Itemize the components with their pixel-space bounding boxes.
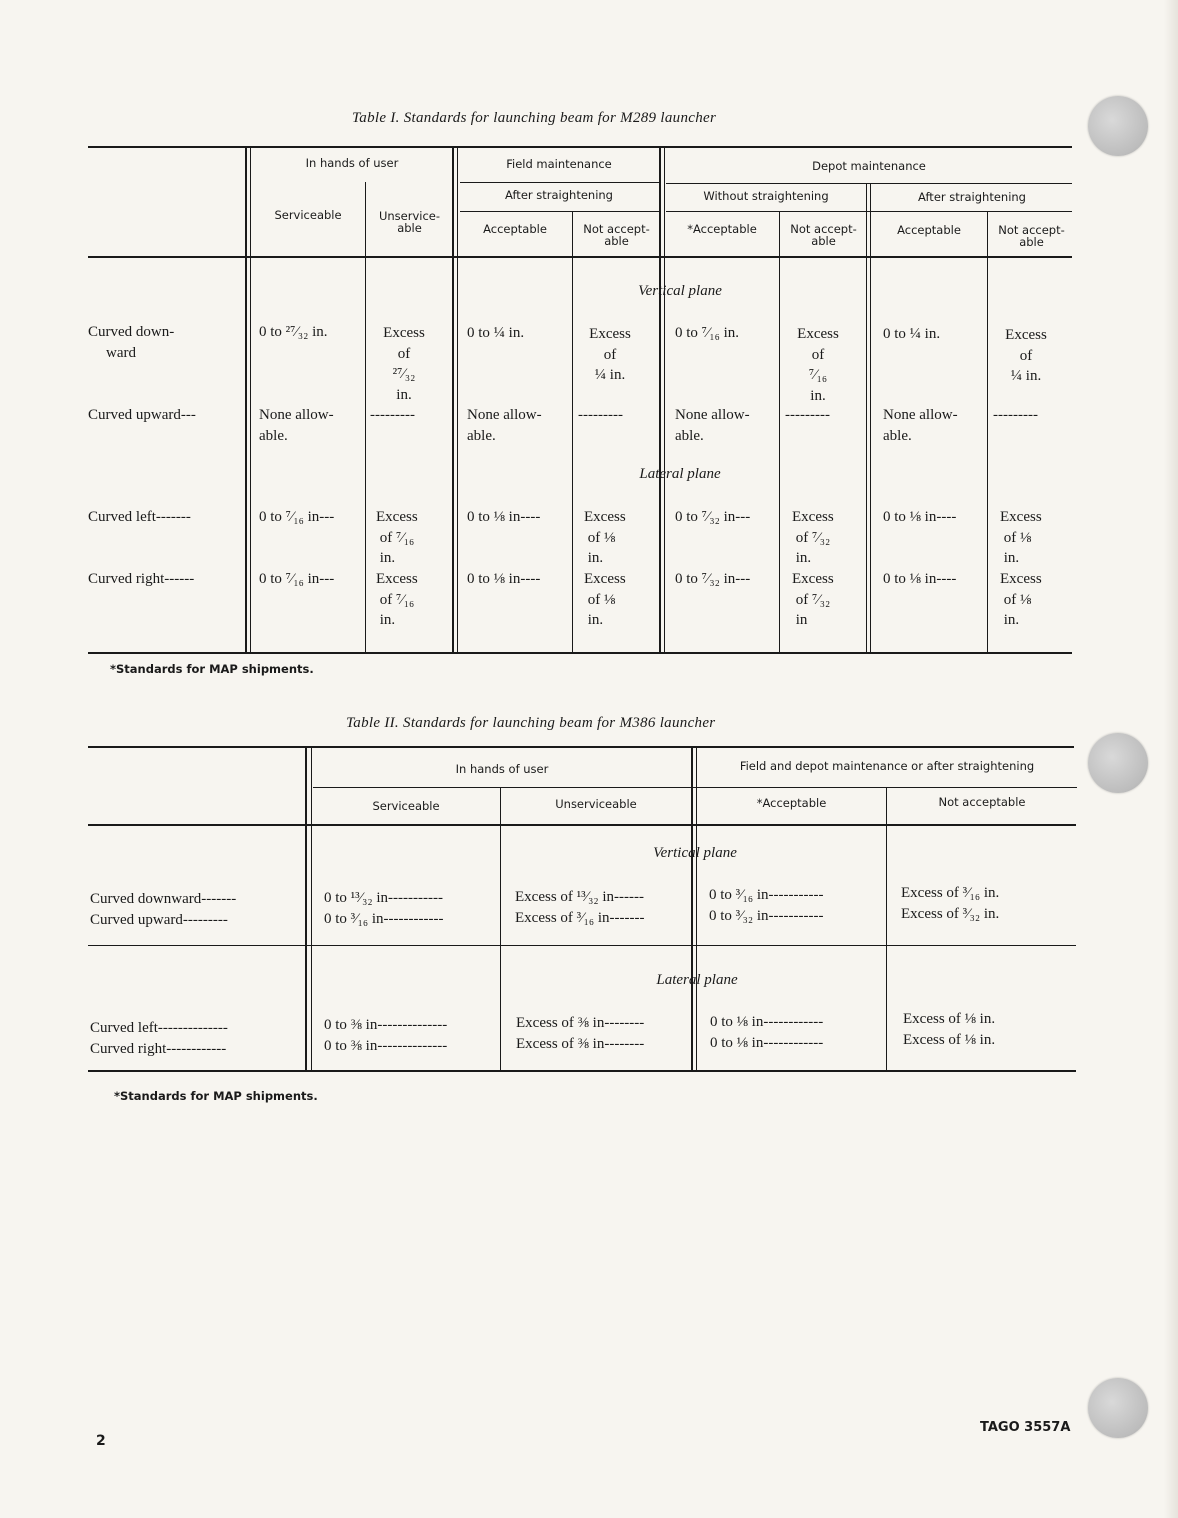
plane-label-lateral: Lateral plane bbox=[639, 466, 721, 482]
rule bbox=[691, 746, 693, 1070]
table-2-top-rule bbox=[88, 746, 1074, 748]
cell-serviceable: 0 to ⁷⁄₁₆ in--- bbox=[259, 509, 335, 525]
rule bbox=[870, 183, 871, 652]
header-field-maintenance: Field maintenance bbox=[506, 157, 612, 171]
cell-depot-after-not-acceptable: Excess of ⅛ in. bbox=[1000, 571, 1042, 628]
plane-label-vertical: Vertical plane bbox=[638, 283, 722, 299]
cell-depot-after-not-acceptable: Excess of ⅛ in. bbox=[1000, 509, 1042, 566]
cell-unserviceable: Excess of ⁷⁄₁₆ in. bbox=[376, 571, 418, 628]
cell-unserviceable: Excess of ⁷⁄₁₆ in. bbox=[376, 509, 418, 566]
cell-depot-wo-not-acceptable: Excess of ⁷⁄₃₂ in. bbox=[792, 509, 834, 566]
header-field-depot: Field and depot maintenance or after straightening bbox=[739, 759, 1035, 773]
rule bbox=[457, 146, 458, 652]
cell-serviceable: 0 to ⁷⁄₁₆ in--- bbox=[259, 571, 335, 587]
rule bbox=[245, 146, 247, 652]
cell-field-not-acceptable: --------- bbox=[578, 407, 623, 423]
row-label: Curved down- ward bbox=[88, 324, 175, 361]
table-1-bottom-rule bbox=[88, 652, 1072, 654]
header-field-after-straightening: After straightening bbox=[505, 188, 613, 202]
cell-unserviceable: Excess of ¹³⁄₃₂ in------ bbox=[515, 889, 645, 905]
cell-field-not-acceptable: Excess of ⅛ in. bbox=[584, 509, 626, 566]
cell-field-acceptable: 0 to ⅛ in---- bbox=[467, 571, 541, 587]
cell-depot-wo-acceptable: 0 to ⁷⁄₁₆ in. bbox=[675, 325, 740, 341]
header-depot-maintenance: Depot maintenance bbox=[812, 159, 926, 173]
header-depot-after-straightening: After straightening bbox=[918, 190, 1026, 204]
cell-serviceable: 0 to ⅜ in-------------- bbox=[324, 1038, 448, 1054]
cell-field-acceptable: 0 to ¼ in. bbox=[467, 325, 525, 341]
table-1-caption: Table I. Standards for launching beam for M289 launcher bbox=[352, 110, 717, 126]
row-label: Curved right------------ bbox=[90, 1041, 227, 1057]
cell-serviceable: 0 to ⅜ in-------------- bbox=[324, 1017, 448, 1033]
rule bbox=[866, 183, 867, 652]
cell-not-acceptable: Excess of ³⁄₃₂ in. bbox=[901, 906, 1000, 922]
cell-depot-after-acceptable: 0 to ⅛ in---- bbox=[883, 509, 957, 525]
rule bbox=[88, 945, 1076, 946]
cell-depot-wo-acceptable: 0 to ⁷⁄₃₂ in--- bbox=[675, 509, 751, 525]
rule bbox=[664, 146, 665, 652]
page-number: 2 bbox=[96, 1433, 106, 1449]
cell-depot-after-acceptable: 0 to ⅛ in---- bbox=[883, 571, 957, 587]
table-1-top-rule bbox=[88, 146, 1072, 148]
rule bbox=[659, 146, 661, 652]
cell-depot-wo-acceptable: 0 to ⁷⁄₃₂ in--- bbox=[675, 571, 751, 587]
cell-depot-after-acceptable: None allow- able. bbox=[883, 407, 958, 444]
cell-serviceable: 0 to ³⁄₁₆ in------------ bbox=[324, 911, 444, 927]
rule bbox=[313, 787, 1077, 788]
page-edge bbox=[1164, 0, 1178, 1518]
document-code: TAGO 3557A bbox=[980, 1420, 1071, 1435]
row-label: Curved upward--------- bbox=[90, 912, 228, 928]
header-in-hands-of-user: In hands of user bbox=[305, 156, 399, 170]
col-unserviceable: Unserviceable bbox=[555, 797, 637, 811]
rule bbox=[696, 746, 697, 1070]
cell-unserviceable: Excess of ⅜ in-------- bbox=[516, 1015, 645, 1031]
binder-hole-middle bbox=[1088, 733, 1148, 793]
col-depot-wo-acceptable: *Acceptable bbox=[687, 222, 757, 236]
cell-unserviceable: Excess of ³⁄₁₆ in------- bbox=[515, 910, 645, 926]
cell-field-not-acceptable: Excess of ¼ in. bbox=[589, 326, 631, 383]
table-1-footnote: *Standards for MAP shipments. bbox=[110, 662, 314, 676]
table-2-header-rule bbox=[88, 824, 1076, 826]
cell-field-not-acceptable: Excess of ⅛ in. bbox=[584, 571, 626, 628]
table-2-bottom-rule bbox=[88, 1070, 1076, 1072]
rule bbox=[311, 746, 312, 1070]
cell-acceptable: 0 to ³⁄₃₂ in----------- bbox=[709, 908, 824, 924]
plane-label-vertical: Vertical plane bbox=[653, 845, 737, 861]
rule bbox=[666, 183, 1072, 184]
col-field-not-acceptable: Not accept- able bbox=[583, 222, 650, 248]
table-2-caption: Table II. Standards for launching beam for M386 launcher bbox=[346, 715, 716, 731]
cell-depot-wo-not-acceptable: Excess of ⁷⁄₁₆ in. bbox=[797, 326, 839, 404]
rule bbox=[666, 211, 1072, 212]
cell-field-acceptable: 0 to ⅛ in---- bbox=[467, 509, 541, 525]
rule bbox=[886, 787, 887, 1070]
cell-serviceable: 0 to ¹³⁄₃₂ in----------- bbox=[324, 890, 443, 906]
plane-label-lateral: Lateral plane bbox=[656, 972, 738, 988]
cell-unserviceable: --------- bbox=[370, 407, 415, 423]
row-label: Curved left------- bbox=[88, 509, 191, 525]
row-label: Curved right------ bbox=[88, 571, 195, 587]
cell-serviceable: 0 to ²⁷⁄₃₂ in. bbox=[259, 324, 328, 340]
col-acceptable: *Acceptable bbox=[756, 796, 827, 810]
row-label: Curved upward--- bbox=[88, 407, 196, 423]
cell-acceptable: 0 to ³⁄₁₆ in----------- bbox=[709, 887, 824, 903]
rule bbox=[460, 211, 660, 212]
col-serviceable: Serviceable bbox=[274, 208, 342, 222]
col-field-acceptable: Acceptable bbox=[483, 222, 547, 236]
cell-field-acceptable: None allow- able. bbox=[467, 407, 542, 444]
cell-depot-wo-not-acceptable: Excess of ⁷⁄₃₂ in bbox=[792, 571, 834, 628]
rule bbox=[250, 146, 251, 652]
rule bbox=[460, 182, 660, 183]
col-unserviceable: Unservice- able bbox=[378, 209, 441, 235]
table-1-header-rule bbox=[88, 256, 1072, 258]
cell-depot-wo-not-acceptable: --------- bbox=[785, 407, 830, 423]
row-label: Curved downward------- bbox=[90, 891, 237, 907]
binder-hole-bottom bbox=[1088, 1378, 1148, 1438]
rule bbox=[500, 787, 501, 1070]
col-not-acceptable: Not acceptable bbox=[938, 795, 1026, 809]
row-label: Curved left-------------- bbox=[90, 1020, 228, 1036]
rule bbox=[987, 211, 988, 652]
cell-acceptable: 0 to ⅛ in------------ bbox=[710, 1035, 824, 1051]
col-depot-after-acceptable: Acceptable bbox=[897, 223, 961, 237]
cell-depot-wo-acceptable: None allow- able. bbox=[675, 407, 750, 444]
rule bbox=[779, 211, 780, 652]
table-2-footnote: *Standards for MAP shipments. bbox=[114, 1089, 318, 1103]
binder-hole-top bbox=[1088, 96, 1148, 156]
col-serviceable: Serviceable bbox=[372, 799, 440, 813]
rule bbox=[305, 746, 307, 1070]
cell-unserviceable: Excess of ⅜ in-------- bbox=[516, 1036, 645, 1052]
cell-acceptable: 0 to ⅛ in------------ bbox=[710, 1014, 824, 1030]
cell-not-acceptable: Excess of ³⁄₁₆ in. bbox=[901, 885, 1000, 901]
cell-serviceable: None allow- able. bbox=[259, 407, 334, 444]
cell-depot-after-not-acceptable: --------- bbox=[993, 407, 1038, 423]
header-in-hands-of-user: In hands of user bbox=[455, 762, 549, 776]
cell-depot-after-not-acceptable: Excess of ¼ in. bbox=[1005, 327, 1047, 384]
cell-not-acceptable: Excess of ⅛ in. bbox=[903, 1032, 996, 1048]
cell-not-acceptable: Excess of ⅛ in. bbox=[903, 1011, 996, 1027]
cell-unserviceable: Excess of ²⁷⁄₃₂ in. bbox=[383, 325, 425, 403]
cell-depot-after-acceptable: 0 to ¼ in. bbox=[883, 326, 941, 342]
col-depot-wo-not-acceptable: Not accept- able bbox=[790, 222, 857, 248]
header-without-straightening: Without straightening bbox=[703, 189, 829, 203]
rule bbox=[365, 182, 366, 652]
col-depot-after-not-acceptable: Not accept- able bbox=[998, 223, 1065, 249]
rule bbox=[572, 211, 573, 652]
